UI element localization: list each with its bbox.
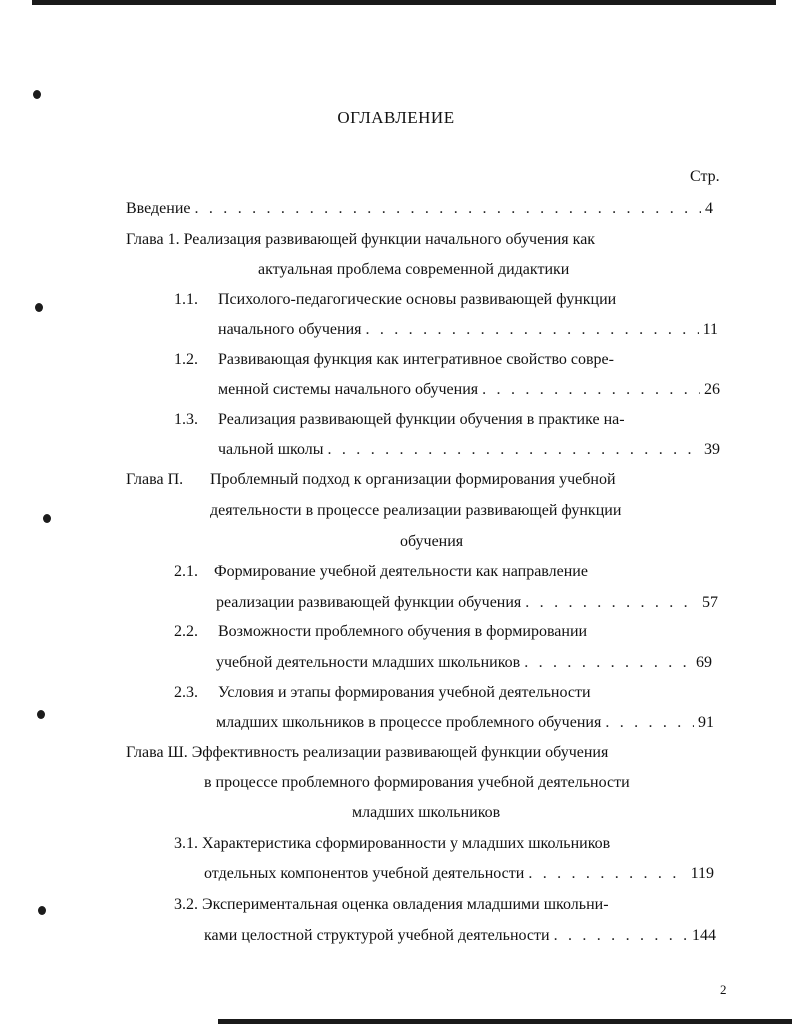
toc-title: ОГЛАВЛЕНИЕ xyxy=(337,108,455,127)
section-title: Условия и этапы формирования учебной деятельности xyxy=(218,684,591,701)
scan-top-border xyxy=(32,0,776,5)
chapter-heading: Проблемный подход к организации формирования учебной xyxy=(210,471,616,488)
entry-label: менной системы начального обучения xyxy=(218,381,479,398)
section-title: Реализация развивающей функции обучения в практике на- xyxy=(218,411,625,428)
punch-hole-mark xyxy=(43,514,51,523)
entry-label: отдельных компонентов учебной деятельности xyxy=(204,865,525,882)
entry-label: Введение xyxy=(126,200,191,217)
section-number: 2.1. xyxy=(174,563,198,580)
section-title: Характеристика сформированности у младших школьников xyxy=(202,835,611,852)
punch-hole-mark xyxy=(35,303,43,312)
section-title: Экспериментальная оценка овладения младшими школьни- xyxy=(202,896,609,913)
toc-entry-1-1[interactable] xyxy=(218,320,718,340)
chapter-heading: младших школьников xyxy=(352,804,501,821)
punch-hole-mark xyxy=(33,90,41,99)
chapter-heading: Глава 1. Реализация развивающей функции начального обучения как xyxy=(126,231,596,248)
dot-leader xyxy=(328,440,701,460)
entry-label: младших школьников в процессе проблемного обучения xyxy=(216,714,602,731)
entry-page: 91 xyxy=(698,714,714,731)
entry-page: 119 xyxy=(690,865,714,882)
chapter-heading: деятельности в процессе реализации развивающей функции xyxy=(210,502,622,519)
chapter-heading: обучения xyxy=(400,533,464,550)
section-number: 1.1. xyxy=(174,291,198,308)
toc-entry-2-1[interactable] xyxy=(216,593,718,613)
entry-label: чальной школы xyxy=(218,441,324,458)
punch-hole-mark xyxy=(38,906,46,915)
dot-leader xyxy=(524,653,692,673)
toc-entry-2-3[interactable] xyxy=(216,713,714,733)
section-number: 2.2. xyxy=(174,623,198,640)
toc-entry-3-1[interactable] xyxy=(204,864,714,884)
entry-page: 57 xyxy=(702,594,718,611)
entry-label: учебной деятельности младших школьников xyxy=(216,654,521,671)
section-number: 1.2. xyxy=(174,351,198,368)
scan-bottom-border xyxy=(218,1019,792,1024)
entry-page: 4 xyxy=(705,200,713,217)
entry-label: реализации развивающей функции обучения xyxy=(216,594,522,611)
entry-page: 69 xyxy=(696,654,712,671)
dot-leader xyxy=(525,593,698,613)
dot-leader xyxy=(365,320,698,340)
toc-entry-2-2[interactable] xyxy=(216,653,712,673)
chapter-heading: актуальная проблема современной дидактики xyxy=(258,261,570,278)
chapter-number: Глава П. xyxy=(126,471,184,488)
toc-entry-intro[interactable] xyxy=(126,199,713,219)
entry-label: ками целостной структурой учебной деятельности xyxy=(204,927,550,944)
section-title: Развивающая функция как интегративное свойство совре- xyxy=(218,351,614,368)
entry-label: начального обучения xyxy=(218,321,362,338)
section-number: 3.1. xyxy=(174,835,198,852)
punch-hole-mark xyxy=(37,710,45,719)
toc-entry-1-2[interactable] xyxy=(218,380,720,400)
chapter-heading: Глава Ш. Эффективность реализации развивающей функции обучения xyxy=(126,744,609,761)
entry-page: 11 xyxy=(702,321,718,338)
section-title: Формирование учебной деятельности как направление xyxy=(214,563,588,580)
page-column-label: Стр. xyxy=(690,168,720,185)
entry-page: 144 xyxy=(692,927,716,944)
dot-leader xyxy=(482,380,700,400)
section-number: 3.2. xyxy=(174,896,198,913)
section-title: Психолого-педагогические основы развивающей функции xyxy=(218,291,617,308)
dot-leader xyxy=(528,864,686,884)
chapter-heading: в процессе проблемного формирования учебной деятельности xyxy=(204,774,630,791)
toc-entry-3-2[interactable] xyxy=(204,926,716,946)
entry-page: 39 xyxy=(704,441,720,458)
toc-entry-1-3[interactable] xyxy=(218,440,720,460)
dot-leader xyxy=(195,199,702,219)
section-number: 1.3. xyxy=(174,411,198,428)
dot-leader xyxy=(554,926,688,946)
section-title: Возможности проблемного обучения в формировании xyxy=(218,623,588,640)
page-number: 2 xyxy=(720,982,727,997)
dot-leader xyxy=(605,713,694,733)
entry-page: 26 xyxy=(704,381,720,398)
section-number: 2.3. xyxy=(174,684,198,701)
